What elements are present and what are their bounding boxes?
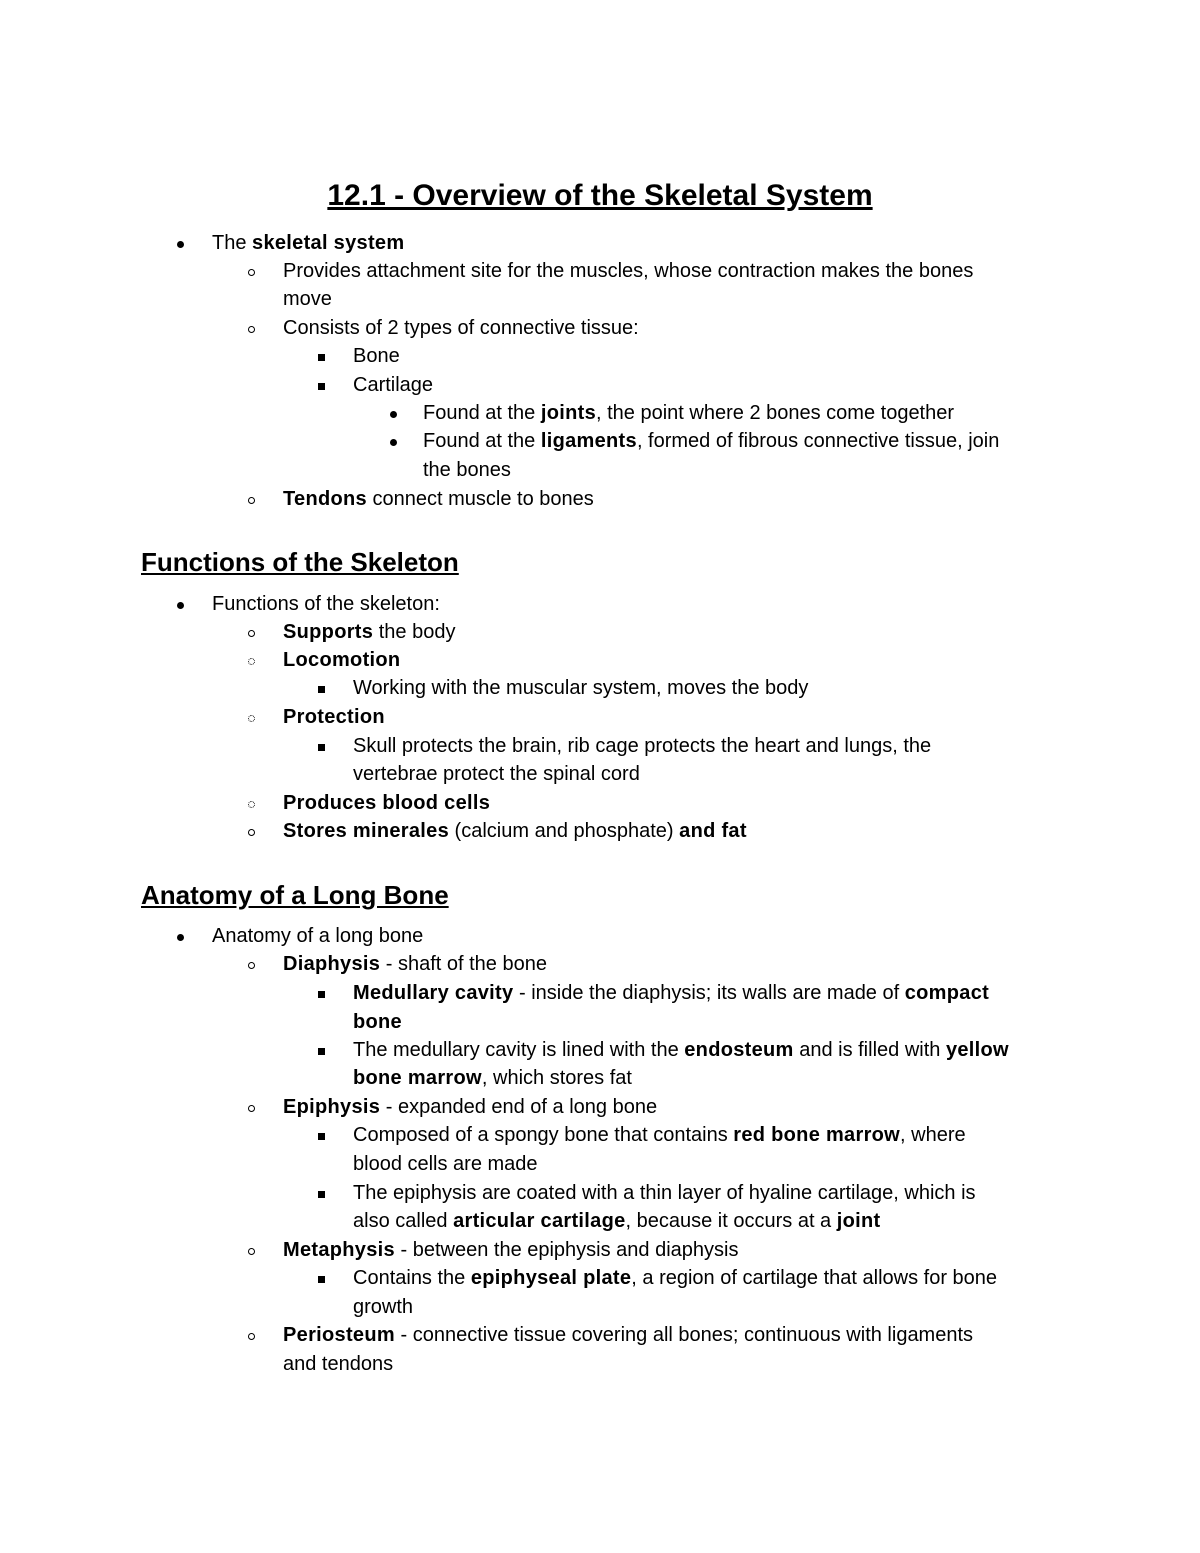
bullet-square-icon — [318, 1121, 325, 1149]
list-item: Produces blood cells — [283, 792, 491, 814]
list-item: Medullary cavity - inside the diaphysis; its walls are made of compact — [353, 982, 990, 1004]
bullet-circle-icon — [248, 314, 255, 342]
list-item: Skull protects the brain, rib cage protects the heart and lungs, the — [353, 735, 932, 757]
list-item: Metaphysis - between the epiphysis and diaphysis — [283, 1239, 739, 1261]
list-item: Periosteum - connective tissue covering all bones; continuous with ligaments — [283, 1324, 974, 1346]
page-title: 12.1 - Overview of the Skeletal System — [327, 179, 873, 212]
list-item: Anatomy of a long bone — [212, 925, 424, 947]
list-item: Epiphysis - expanded end of a long bone — [283, 1096, 658, 1118]
bullet-dotted-circle-icon — [248, 703, 255, 731]
bullet-square-icon — [318, 732, 325, 760]
list-item: Consists of 2 types of connective tissue: — [283, 317, 639, 339]
bullet-square-icon — [318, 1264, 325, 1292]
list-item: Diaphysis - shaft of the bone — [283, 953, 547, 975]
list-item: Contains the epiphyseal plate, a region of cartilage that allows for bone — [353, 1267, 998, 1289]
bullet-square-icon — [318, 342, 325, 370]
list-item: The medullary cavity is lined with the endosteum and is filled with yellow — [353, 1039, 1009, 1061]
bullet-circle-icon — [248, 485, 255, 513]
list-item: The epiphysis are coated with a thin layer of hyaline cartilage, which is — [353, 1182, 976, 1204]
list-item-continuation: bone marrow, which stores fat — [353, 1067, 632, 1089]
bullet-square-icon — [318, 1036, 325, 1064]
list-item: Locomotion — [283, 649, 401, 671]
list-item-continuation: the bones — [423, 459, 511, 481]
list-item-continuation: move — [283, 288, 332, 310]
list-item: Protection — [283, 706, 385, 728]
bullet-circle-icon — [248, 817, 255, 845]
bullet-dot-icon — [390, 427, 397, 455]
list-item-continuation: vertebrae protect the spinal cord — [353, 763, 640, 785]
bullet-square-icon — [318, 674, 325, 702]
list-item-continuation: and tendons — [283, 1353, 394, 1375]
bullet-circle-icon — [248, 1093, 255, 1121]
list-item: Bone — [353, 345, 400, 367]
bullet-dot-icon — [390, 399, 397, 427]
list-item: Functions of the skeleton: — [212, 593, 440, 615]
list-item: The skeletal system — [212, 232, 405, 254]
list-item-continuation: blood cells are made — [353, 1153, 538, 1175]
list-item: Found at the ligaments, formed of fibrous connective tissue, join — [423, 430, 1000, 452]
section-heading: Functions of the Skeleton — [141, 547, 459, 577]
bullet-dot-icon — [177, 229, 184, 257]
list-item-continuation: bone — [353, 1011, 402, 1033]
bullet-circle-icon — [248, 1321, 255, 1349]
bullet-dot-icon — [177, 590, 184, 618]
list-item-continuation: growth — [353, 1296, 414, 1318]
bullet-dotted-circle-icon — [248, 646, 255, 674]
bullet-square-icon — [318, 371, 325, 399]
list-item: Tendons connect muscle to bones — [283, 488, 594, 510]
list-item: Composed of a spongy bone that contains red bone marrow, where — [353, 1124, 966, 1146]
bullet-circle-icon — [248, 1236, 255, 1264]
bullet-dot-icon — [177, 922, 184, 950]
list-item: Provides attachment site for the muscles, whose contraction makes the bones — [283, 260, 974, 282]
bullet-circle-icon — [248, 618, 255, 646]
bullet-square-icon — [318, 979, 325, 1007]
bullet-circle-icon — [248, 257, 255, 285]
list-item: Found at the joints, the point where 2 bones come together — [423, 402, 955, 424]
bullet-circle-icon — [248, 950, 255, 978]
section-heading: Anatomy of a Long Bone — [141, 880, 449, 910]
bullet-square-icon — [318, 1179, 325, 1207]
list-item: Working with the muscular system, moves the body — [353, 677, 809, 699]
list-item: Stores minerales (calcium and phosphate) and fat — [283, 820, 747, 842]
list-item-continuation: also called articular cartilage, because it occurs at a joint — [353, 1210, 881, 1232]
bullet-dotted-circle-icon — [248, 789, 255, 817]
list-item: Supports the body — [283, 621, 456, 643]
list-item: Cartilage — [353, 374, 434, 396]
